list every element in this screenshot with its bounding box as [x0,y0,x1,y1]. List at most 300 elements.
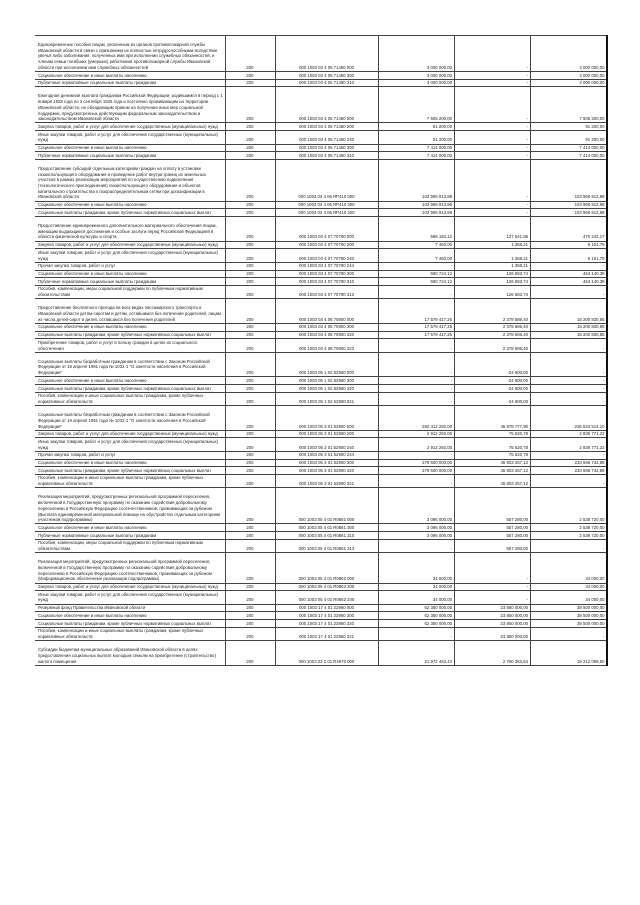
row-classification-code: 000 1003 03 4 06 71460 000 [275,87,378,123]
row-description: Социальные выплаты гражданам, кроме публичных нормативных социальных выплат [35,620,225,628]
row-code: 200 [225,285,275,298]
row-unexecuted-amount: 3 000 000,00 [530,36,607,72]
table-row [35,144,607,152]
row-unexecuted-amount: 34 000,00 [530,591,607,604]
row-executed-amount: - [454,209,530,217]
row-approved-amount: 62 350 000,00 [378,612,454,620]
row-unexecuted-amount: 15 200 830,85 [530,331,607,339]
row-classification-code: 000 1003 23 2 01 R4970 000 [275,641,378,666]
row-executed-amount: -24 600,00 [454,392,530,405]
row-classification-code: 000 1003 05 3 01 52900 300 [275,459,378,467]
row-description: Социальные выплаты гражданам, кроме публичных нормативных социальных выплат [35,331,225,339]
row-code: 200 [225,438,275,451]
row-executed-amount: 126 583,74 [454,270,530,278]
row-code: 200 [225,553,275,583]
row-executed-amount: - [454,123,530,131]
row-unexecuted-amount: - [530,451,607,459]
row-description: Социальное обеспечение и иные выплаты населению [35,459,225,467]
row-approved-amount: 3 096 000,00 [378,524,454,532]
row-description: Социальные выплаты безработным гражданам в соответствии с Законом Российской Федерации от 19 апреля 1991 года № 1032-1 "О занятости населения в Российской Федерации" [35,352,225,377]
row-executed-amount: 2 378 586,40 [454,331,530,339]
table-row [35,532,607,540]
row-classification-code: 000 1003 03 4 07 70790 310 [275,278,378,286]
table-row [35,385,607,393]
table-row [35,539,607,552]
table-row [35,159,607,201]
row-approved-amount: 103 965 913,98 [378,209,454,217]
row-approved-amount: - [378,451,454,459]
table-row [35,217,607,242]
row-unexecuted-amount: 91 200,00 [530,131,607,144]
row-executed-amount: 23 850 000,00 [454,627,530,640]
row-description: Закупка товаров, работ и услуг для обеспечения государственных (муниципальных) нужд [35,123,225,131]
row-unexecuted-amount: - [530,385,607,393]
table-row [35,451,607,459]
row-executed-amount: 23 850 000,00 [454,620,530,628]
row-executed-amount: 1 358,21 [454,241,530,249]
row-code: 200 [225,201,275,209]
row-approved-amount: - [378,385,454,393]
table-row [35,323,607,331]
row-description: Реализация мероприятий, предусмотренных региональной программой переселения, включенной в Государственную программу по оказанию содействия добровольному переселению в Российскую Федерацию соотечественников, проживающих за рубежом (Информационное обеспечение реализации подпрограммы) [35,553,225,583]
table-row [35,262,607,270]
row-description: Прочая закупка товаров, работ и услуг [35,451,225,459]
row-classification-code: 000 1003 03 4 06 71460 310 [275,152,378,160]
row-code: 200 [225,79,275,87]
row-code: 200 [225,299,275,324]
row-description: Резервный фонд Правительства Ивановской области [35,604,225,612]
row-code: 200 [225,152,275,160]
row-approved-amount: 62 350 000,00 [378,620,454,628]
row-executed-amount: 2 378 586,40 [454,339,530,352]
row-approved-amount: 3 000 000,00 [378,79,454,87]
row-executed-amount: 45 803 257,12 [454,474,530,487]
row-classification-code: 000 1003 05 3 01 52900 320 [275,467,378,475]
row-executed-amount: 75 520,78 [454,438,530,451]
table-row [35,36,607,72]
row-description: Социальные выплаты гражданам, кроме публичных нормативных социальных выплат [35,467,225,475]
row-approved-amount: - [378,627,454,640]
row-description: Социальное обеспечение и иные выплаты населению [35,144,225,152]
row-description: Ежегодная денежная выплата гражданам Российской Федерации, родившимся в период с 1 января 1928 года по 3 сентября 1945 года и постоянно проживающим на территории Ивановской области, не обладающим правом на получение иных мер социальной поддержки, предусмотренных действующим федеральным законодательством и законодательством Ивановской области [35,87,225,123]
table-row [35,641,607,666]
row-description: Иные закупки товаров, работ и услуг для обеспечения государственных (муниципальных) нужд [35,249,225,262]
row-classification-code: 000 1003 03 4 07 70790 300 [275,270,378,278]
row-executed-amount: 2 378 586,40 [454,299,530,324]
table-row [35,299,607,324]
row-description: Единовременные пособия лицам, уволенным из органов противопожарной службы Ивановской области в связи с признанием их полностью нетрудоспособными вследствие увечья либо заболевания, полученных ими при исполнении служебных обязанностей, и членам семьи погибших (умерших) работников противопожарной службы Ивановской области при исполнении ими служебных обязанностей [35,36,225,72]
table-row [35,209,607,217]
row-executed-amount: 75 520,78 [454,451,530,459]
row-executed-amount: 75 520,78 [454,430,530,438]
row-unexecuted-amount: 6 101,79 [530,241,607,249]
row-approved-amount: 17 579 417,25 [378,323,454,331]
row-unexecuted-amount: 2 538 720,00 [530,532,607,540]
row-classification-code: 000 1003 05 1 02 52900 000 [275,352,378,377]
table-row [35,553,607,583]
table-row [35,152,607,160]
row-executed-amount: 557 280,00 [454,532,530,540]
row-code: 200 [225,406,275,431]
row-classification-code: 000 1003 17 4 01 22960 000 [275,604,378,612]
table-row [35,87,607,123]
row-executed-amount: - [454,36,530,72]
row-approved-amount: 62 350 000,00 [378,604,454,612]
row-approved-amount: 2 912 292,00 [378,438,454,451]
row-approved-amount: 34 000,00 [378,553,454,583]
table-row [35,459,607,467]
row-approved-amount: 91 200,00 [378,123,454,131]
row-code: 200 [225,524,275,532]
row-executed-amount: -24 600,00 [454,352,530,377]
row-classification-code: 000 1003 03 4 08 70900 323 [275,339,378,352]
row-code: 200 [225,467,275,475]
row-executed-amount: -24 600,00 [454,377,530,385]
row-unexecuted-amount: - [530,352,607,377]
row-classification-code: 000 1003 03 4 08 70900 300 [275,323,378,331]
row-description: Прочая закупка товаров, работ и услуг [35,262,225,270]
row-description: Публичные нормативные социальные выплаты гражданам [35,152,225,160]
row-executed-amount: 126 583,74 [454,278,530,286]
row-code: 200 [225,123,275,131]
row-executed-amount: -24 600,00 [454,385,530,393]
table-row [35,123,607,131]
row-approved-amount: 279 500 000,00 [378,467,454,475]
row-executed-amount: 2 760 363,64 [454,641,530,666]
row-description: Социальные выплаты гражданам, кроме публичных нормативных социальных выплат [35,385,225,393]
row-description: Социальные выплаты безработным гражданам в соответствии с Законом Российской Федерации от 19 апреля 1991 года № 1032-1 "О занятости населения в Российской Федерации" [35,406,225,431]
row-unexecuted-amount: 464 140,38 [530,270,607,278]
row-classification-code: 000 1003 17 4 01 22960 320 [275,620,378,628]
row-code: 200 [225,249,275,262]
row-code: 200 [225,87,275,123]
row-description: Иные закупки товаров, работ и услуг для обеспечения государственных (муниципальных) нужд [35,438,225,451]
row-description: Социальное обеспечение и иные выплаты населению [35,323,225,331]
row-classification-code: 000 1003 05 4 01 R0862 200 [275,583,378,591]
row-classification-code: 000 1003 03 4 06 71460 240 [275,131,378,144]
row-classification-code: 000 1003 03 4 07 70790 200 [275,241,378,249]
row-classification-code: 000 1003 05 4 01 R0861 313 [275,539,378,552]
row-executed-amount: 1 358,21 [454,249,530,262]
row-unexecuted-amount: 19 212 099,80 [530,641,607,666]
row-description: Пособия, компенсации и иные социальные выплаты гражданам, кроме публичных нормативных обязательств [35,627,225,640]
table-row [35,583,607,591]
row-unexecuted-amount: 7 414 000,00 [530,152,607,160]
row-unexecuted-amount: 15 200 830,85 [530,323,607,331]
row-unexecuted-amount: 103 965 913,98 [530,159,607,201]
row-unexecuted-amount: - [530,339,607,352]
row-code: 200 [225,278,275,286]
row-code: 200 [225,604,275,612]
row-approved-amount: 590 724,12 [378,270,454,278]
row-approved-amount: 17 579 417,25 [378,299,454,324]
row-description: Социальное обеспечение и иные выплаты населению [35,270,225,278]
row-code: 200 [225,144,275,152]
row-description: Пособия, компенсации, меры социальной поддержки по публичным нормативным обязательствам [35,285,225,298]
row-unexecuted-amount: 233 696 742,88 [530,459,607,467]
row-code: 200 [225,583,275,591]
row-description: Социальное обеспечение и иные выплаты населению [35,612,225,620]
row-unexecuted-amount: 15 200 830,85 [530,299,607,324]
row-description: Реализация мероприятий, предусмотренных региональной программой переселения, включенной в Государственную программу по оказанию содействия добровольному переселению в Российскую Федерацию соотечественников, проживающих за рубежом (Выплата единовременной материальной помощи на обустройство отдельным категориям участников подпрограммы) [35,488,225,524]
row-approved-amount: - [378,539,454,552]
row-description: Субсидии бюджетам муниципальных образований Ивановской области в целях предоставления социальных выплат молодым семьям на приобретение (строительство) жилого помещения [35,641,225,666]
row-unexecuted-amount: 236 533 514,10 [530,406,607,431]
row-code: 200 [225,159,275,201]
row-executed-amount: - [454,159,530,201]
row-description: Пособия, компенсации и иные социальные выплаты гражданам, кроме публичных нормативных обязательств [35,392,225,405]
row-approved-amount: 103 965 913,98 [378,201,454,209]
table-row [35,488,607,524]
row-executed-amount: - [454,553,530,583]
row-approved-amount: - [378,392,454,405]
row-code: 200 [225,620,275,628]
row-code: 200 [225,532,275,540]
row-classification-code: 000 1003 05 3 01 52900 240 [275,438,378,451]
table-row [35,285,607,298]
row-executed-amount: - [454,144,530,152]
row-approved-amount: 3 000 000,00 [378,72,454,80]
row-unexecuted-amount: 38 500 000,00 [530,604,607,612]
row-approved-amount: 7 414 000,00 [378,152,454,160]
row-executed-amount: 2 378 586,40 [454,323,530,331]
row-unexecuted-amount: 38 500 000,00 [530,612,607,620]
row-approved-amount: 103 965 913,98 [378,159,454,201]
row-classification-code: 000 1003 05 4 01 R0862 000 [275,553,378,583]
row-classification-code: 000 1003 05 1 02 52900 321 [275,392,378,405]
row-unexecuted-amount: 7 505 200,00 [530,87,607,123]
row-unexecuted-amount: - [530,262,607,270]
row-code: 200 [225,241,275,249]
row-executed-amount: 45 803 257,12 [454,467,530,475]
row-description: Иные закупки товаров, работ и услуг для обеспечения государственных (муниципальных) нужд [35,591,225,604]
table-row [35,241,607,249]
row-executed-amount: - [454,152,530,160]
row-classification-code: 000 1003 05 4 01 R0861 310 [275,532,378,540]
table-row [35,591,607,604]
row-approved-amount: 7 505 200,00 [378,87,454,123]
table-row [35,339,607,352]
table-row [35,524,607,532]
row-description: Иные закупки товаров, работ и услуг для обеспечения государственных (муниципальных) нужд [35,131,225,144]
row-classification-code: 000 1003 05 3 01 52900 244 [275,451,378,459]
row-code: 200 [225,459,275,467]
row-approved-amount: 279 500 000,00 [378,459,454,467]
row-approved-amount: 3 000 000,00 [378,36,454,72]
row-unexecuted-amount: 233 696 742,88 [530,467,607,475]
table-row [35,438,607,451]
row-unexecuted-amount: 6 101,79 [530,249,607,262]
row-classification-code: 000 1003 03 4 06 RP410 300 [275,201,378,209]
row-approved-amount: 7 460,00 [378,241,454,249]
row-approved-amount: 7 414 000,00 [378,144,454,152]
row-classification-code: 000 1003 05 4 01 R0861 000 [275,488,378,524]
budget-execution-table [35,35,608,666]
row-code: 200 [225,209,275,217]
row-classification-code: 000 1003 17 4 01 22960 321 [275,627,378,640]
row-code: 200 [225,331,275,339]
row-unexecuted-amount: 2 538 720,00 [530,488,607,524]
row-classification-code: 000 1003 05 4 01 R0861 300 [275,524,378,532]
row-classification-code: 000 1003 03 4 06 RP410 000 [275,159,378,201]
row-approved-amount: 2 912 292,00 [378,430,454,438]
row-code: 200 [225,262,275,270]
row-code: 200 [225,451,275,459]
row-executed-amount: 557 280,00 [454,539,530,552]
row-approved-amount: 598 184,12 [378,217,454,242]
row-classification-code: 000 1003 03 4 07 70790 244 [275,262,378,270]
row-approved-amount: 3 096 000,00 [378,532,454,540]
row-classification-code: 000 1003 03 4 06 71450 000 [275,36,378,72]
row-description: Предоставление субсидий отдельным категориям граждан на оплату в установке газоиспользующего оборудования и проведение работ внутри границ их земельных участков в рамках реализации мероприятий по осуществлению подключения (технологического присоединения) газоиспользующего оборудования и объектов капитального строительства к газораспределительным сетям при догазификации в Ивановской области [35,159,225,201]
row-code: 200 [225,392,275,405]
row-code: 200 [225,131,275,144]
row-description: Пособия, компенсации и иные социальные выплаты гражданам, кроме публичных нормативных обязательств [35,474,225,487]
row-code: 200 [225,430,275,438]
row-unexecuted-amount: 464 140,38 [530,278,607,286]
row-approved-amount: - [378,339,454,352]
row-description: Социальные выплаты гражданам, кроме публичных нормативных социальных выплат [35,209,225,217]
row-classification-code: 000 1003 03 4 06 RP410 320 [275,209,378,217]
row-classification-code: 000 1003 03 4 08 70900 320 [275,331,378,339]
row-code: 200 [225,627,275,640]
table-row [35,72,607,80]
row-description: Публичные нормативные социальные выплаты гражданам [35,79,225,87]
row-approved-amount: - [378,474,454,487]
table-row [35,604,607,612]
table-row [35,270,607,278]
table-row [35,352,607,377]
row-classification-code: 000 1003 05 1 02 52900 320 [275,385,378,393]
row-unexecuted-amount: - [530,474,607,487]
table-body [35,36,607,666]
table-row [35,467,607,475]
row-classification-code: 000 1003 17 4 01 22960 300 [275,612,378,620]
row-executed-amount: - [454,201,530,209]
table-row [35,131,607,144]
row-unexecuted-amount: - [530,539,607,552]
row-executed-amount: 557 280,00 [454,524,530,532]
table-row [35,406,607,431]
row-unexecuted-amount: 38 500 000,00 [530,620,607,628]
row-unexecuted-amount: 2 836 771,22 [530,430,607,438]
table-row [35,620,607,628]
row-executed-amount: 45 803 257,12 [454,459,530,467]
table-row [35,201,607,209]
row-unexecuted-amount: - [530,392,607,405]
table-row [35,79,607,87]
row-classification-code: 000 1003 03 4 07 70790 240 [275,249,378,262]
row-description: Публичные нормативные социальные выплаты гражданам [35,532,225,540]
row-unexecuted-amount: 103 965 913,98 [530,209,607,217]
row-classification-code: 000 1003 03 4 07 70790 000 [275,217,378,242]
row-classification-code: 000 1003 05 4 01 R0862 240 [275,591,378,604]
row-classification-code: 000 1003 03 4 06 71460 200 [275,123,378,131]
row-classification-code: 000 1003 05 1 02 52900 300 [275,377,378,385]
row-description: Социальное обеспечение и иные выплаты населению [35,201,225,209]
row-executed-amount: - [454,583,530,591]
row-code: 200 [225,539,275,552]
row-description: Предоставление бесплатного проезда на всех видах пассажирского транспорта в Ивановской области детям-сиротам и детям, оставшимся без попечения родителей, лицам из числа детей-сирот и детей, оставшихся без попечения родителей [35,299,225,324]
row-classification-code: 000 1003 03 4 07 70790 313 [275,285,378,298]
row-description: Закупка товаров, работ и услуг для обеспечения государственных (муниципальных) нужд [35,430,225,438]
row-unexecuted-amount: 91 200,00 [530,123,607,131]
row-code: 200 [225,474,275,487]
row-description: Закупка товаров, работ и услуг для обеспечения государственных (муниципальных) нужд [35,241,225,249]
row-approved-amount: 21 972 463,44 [378,641,454,666]
table-row [35,474,607,487]
row-code: 200 [225,217,275,242]
row-executed-amount: 127 941,95 [454,217,530,242]
row-description: Социальное обеспечение и иные выплаты населению [35,72,225,80]
row-description: Предоставление единовременного дополнительного материального обеспечения лицам, имеющим выдающиеся достижения и особые заслуги перед Российской Федерацией в области физической культуры и спорта [35,217,225,242]
row-executed-amount: - [454,87,530,123]
row-classification-code: 000 1003 03 4 06 71450 310 [275,79,378,87]
row-unexecuted-amount: 34 000,00 [530,583,607,591]
row-approved-amount: 17 579 417,25 [378,331,454,339]
row-approved-amount: 7 460,00 [378,249,454,262]
row-unexecuted-amount: 34 000,00 [530,553,607,583]
row-executed-amount: - [454,131,530,144]
row-unexecuted-amount: 470 242,17 [530,217,607,242]
row-code: 200 [225,36,275,72]
row-code: 200 [225,377,275,385]
table-row [35,392,607,405]
row-approved-amount: 34 000,00 [378,591,454,604]
row-classification-code: 000 1003 03 4 06 71460 300 [275,144,378,152]
row-approved-amount: 34 000,00 [378,583,454,591]
row-code: 200 [225,323,275,331]
row-code: 200 [225,612,275,620]
table-row [35,627,607,640]
row-unexecuted-amount: 3 000 000,00 [530,72,607,80]
row-description: Пособия, компенсации, меры социальной поддержки по публичным нормативным обязательствам [35,539,225,552]
row-description: Приобретение товаров, работ и услуг в пользу граждан в целях их социального обеспечения [35,339,225,352]
row-code: 200 [225,270,275,278]
table-row [35,612,607,620]
row-unexecuted-amount: 7 414 000,00 [530,144,607,152]
row-code: 200 [225,352,275,377]
row-classification-code: 000 1003 03 4 08 70900 000 [275,299,378,324]
row-executed-amount: - [454,79,530,87]
row-classification-code: 000 1003 05 3 01 52900 200 [275,430,378,438]
row-code: 200 [225,385,275,393]
row-classification-code: 000 1003 05 3 01 52900 321 [275,474,378,487]
row-approved-amount: - [378,285,454,298]
row-unexecuted-amount: 2 538 720,00 [530,524,607,532]
row-executed-amount: 45 878 777,90 [454,406,530,431]
row-classification-code: 000 1003 05 3 01 52900 000 [275,406,378,431]
table-row [35,331,607,339]
row-code: 200 [225,339,275,352]
row-unexecuted-amount: 3 000 000,00 [530,79,607,87]
row-unexecuted-amount: 2 836 771,22 [530,438,607,451]
row-executed-amount: 23 850 000,00 [454,612,530,620]
row-description: Закупка товаров, работ и услуг для обеспечения государственных (муниципальных) нужд [35,583,225,591]
row-executed-amount: 557 280,00 [454,488,530,524]
row-approved-amount: 590 724,12 [378,278,454,286]
row-unexecuted-amount: - [530,627,607,640]
row-approved-amount: 282 412 292,00 [378,406,454,431]
table-row [35,377,607,385]
row-approved-amount: 91 200,00 [378,131,454,144]
row-description: Публичные нормативные социальные выплаты гражданам [35,278,225,286]
table-row [35,278,607,286]
row-description: Социальное обеспечение и иные выплаты населению [35,524,225,532]
row-code: 200 [225,72,275,80]
row-unexecuted-amount: - [530,377,607,385]
row-code: 200 [225,488,275,524]
